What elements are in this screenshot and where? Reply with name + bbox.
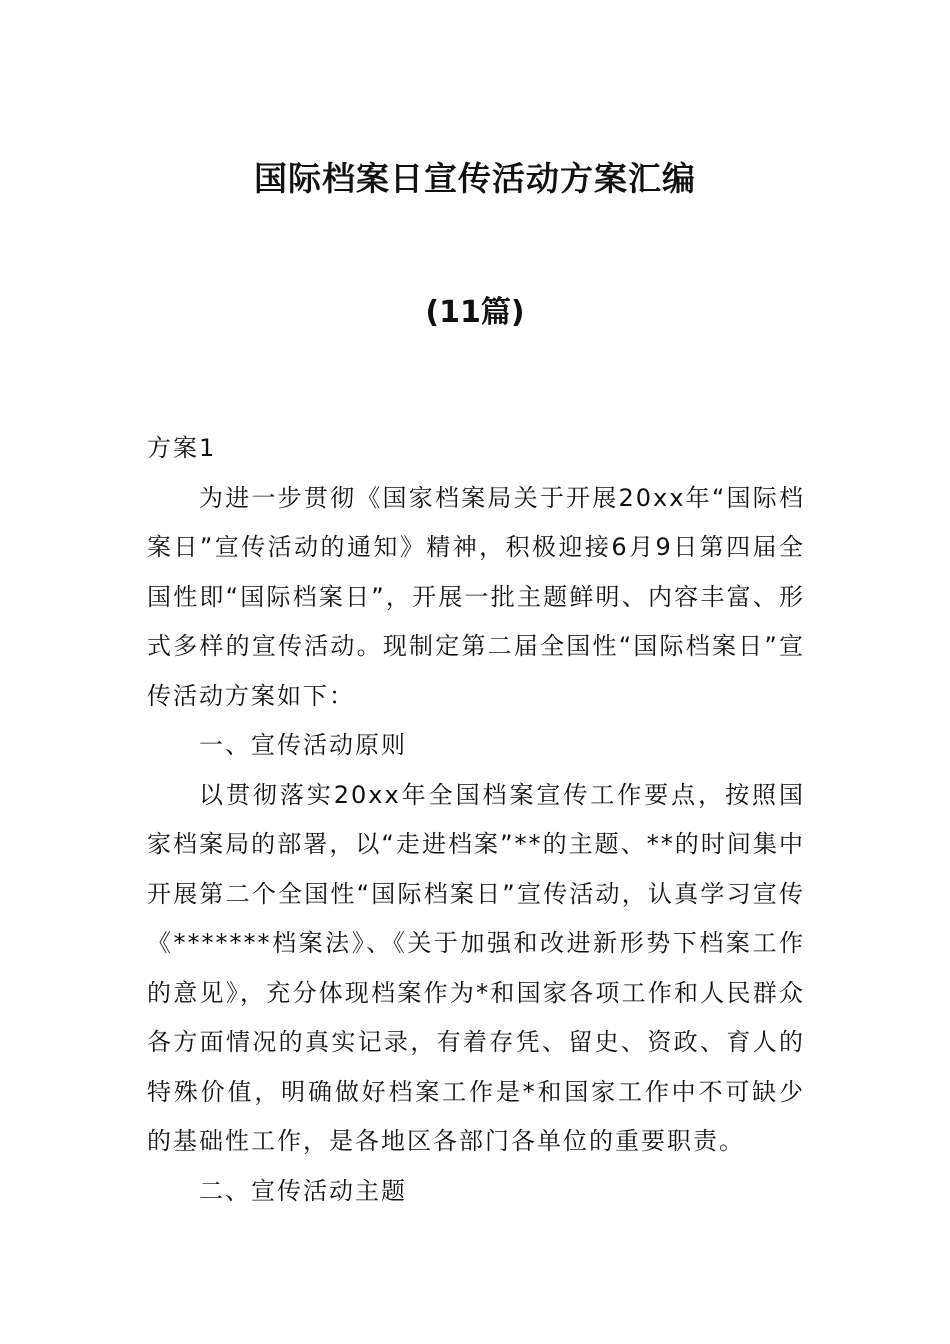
document-body <box>147 424 805 1216</box>
document-subtitle: (11篇) <box>425 295 525 330</box>
heading-theme: 二、宣传活动主题 <box>199 1176 407 1205</box>
paragraph-principles: 以贯彻落实20xx年全国档案宣传工作要点，按照国家档案局的部署，以“走进档案”**的主题、**的时间集中开展第二个全国性“国际档案日”宣传活动，认真学习宣传《*******档案法》、《关于加强和改进新形势下档案工作的意见》，充分体现档案作为*和国家各项工作和人民群众各方面情况的真实记录，有着存凭、留史、资政、育人的特殊价值，明确做好档案工作是*和国家工作中不可缺少的基础性工作，是各地区各部门各单位的重要职责。 <box>147 780 805 1155</box>
section-label: 方案1 <box>147 434 217 462</box>
document-title: 国际档案日宣传活动方案汇编 <box>254 159 696 198</box>
paragraph-intro: 为进一步贯彻《国家档案局关于开展20xx年“国际档案日”宣传活动的通知》精神，积极迎接6月9日第四届全国性即“国际档案日”，开展一批主题鲜明、内容丰富、形式多样的宣传活动。现制定第二届全国性“国际档案日”宣传活动方案如下： <box>147 483 805 710</box>
heading-principles: 一、宣传活动原则 <box>199 731 407 759</box>
